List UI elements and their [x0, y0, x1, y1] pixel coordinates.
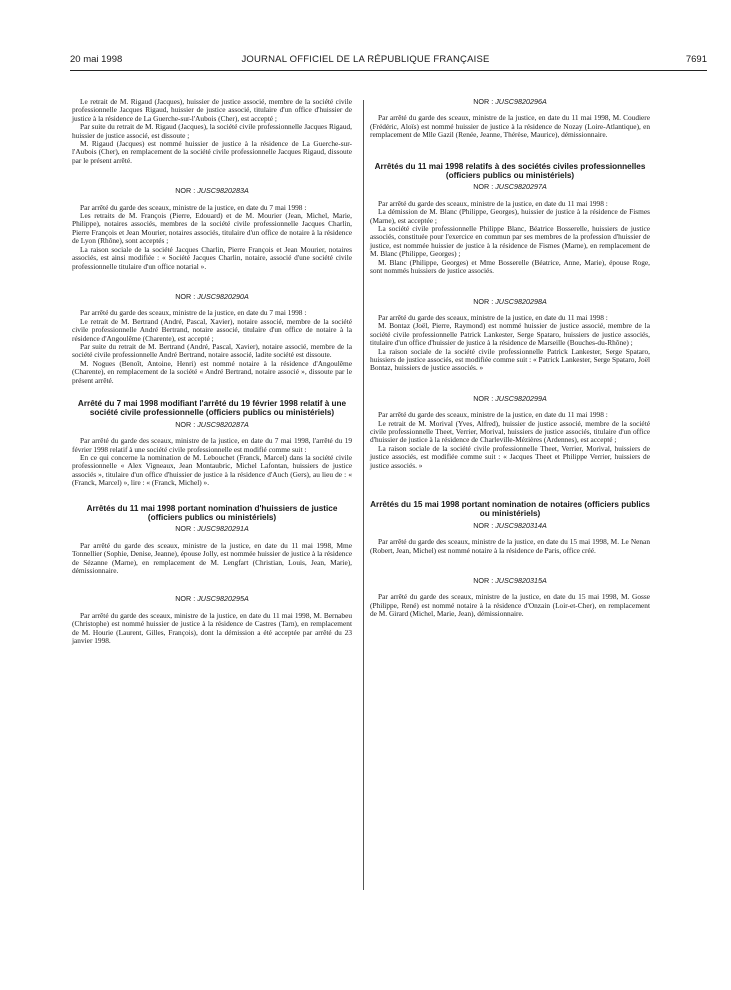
paragraph: Par arrêté du garde des sceaux, ministre de la justice, en date du 15 mai 1998, M. Gosse (Philippe, René) est nommé notaire à la résidence d'Onzain (Loir-et-Cher), en remplacement de M. Girard (Michel, Marie, Jean), démissionnaire.: [370, 592, 650, 619]
header-date: 20 mai 1998: [70, 54, 123, 65]
column-divider: [363, 100, 364, 890]
nor-code: JUSC9820314A: [495, 520, 547, 530]
nor-reference: [370, 577, 650, 585]
nor-label: NOR :: [175, 524, 196, 534]
paragraph: Par arrêté du garde des sceaux, ministre de la justice, en date du 7 mai 1998 :: [80, 202, 307, 212]
section-title: Arrêtés du 15 mai 1998 portant nomination de notaires (officiers publics ou ministériels): [370, 500, 650, 519]
paragraph: Par arrêté du garde des sceaux, ministre de la justice, en date du 11 mai 1998 :: [378, 198, 608, 208]
paragraph: La démission de M. Blanc (Philippe, Georges), huissier de justice à la résidence de Fismes (Marne), est acceptée ;: [370, 207, 650, 225]
paragraph: La société civile professionnelle Philippe Blanc, Béatrice Bosserelle, huissiers de justice associés, constituée pour l'exercice en commun par ses membres de la profession d'huissier de justice, est nommée huissier de justice à la résidence de Fismes (Marne), en remplacement de M. Blanc (Philippe, Georges) ;: [370, 224, 650, 259]
nor-code: JUSC9820296A: [495, 97, 547, 106]
page-header: [0, 54, 731, 70]
nor-reference: [72, 293, 352, 301]
paragraph: En ce qui concerne la nomination de M. Lebouchet (Franck, Marcel) dans la société civile professionnelle « Alex Vigneaux, Jean Montaubric, Michel Lafontan, huissiers de justice associés », titulaire d'un office d'huissier de justice à la résidence d'Auch (Gers), au lieu de : « (Franck, Marcel) », lire : « (Franck, Michel) ».: [72, 453, 352, 488]
nor-label: NOR :: [473, 97, 494, 106]
paragraph: Par arrêté du garde des sceaux, ministre de la justice, en date du 7 mai 1998 :: [80, 308, 307, 318]
paragraph: Par suite du retrait de M. Rigaud (Jacques), la société civile professionnelle Jacques Rigaud, huissier de justice associé, est dissoute ;: [72, 122, 352, 140]
paragraph: Par arrêté du garde des sceaux, ministre de la justice, en date du 15 mai 1998, M. Le Nenan (Robert, Jean, Michel) est nommé notaire à la résidence de Paris, office créé.: [370, 537, 650, 555]
paragraph: M. Bontaz (Joël, Pierre, Raymond) est nommé huissier de justice associé, membre de la société civile professionnelle Patrick Lankester, Serge Spataro, huissiers de justice associés, titulaire d'un office d'huissier de justice à la résidence de Marseille (Bouches-du-Rhône) ;: [370, 321, 650, 348]
paragraph: M. Rigaud (Jacques) est nommé huissier de justice à la résidence de La Guerche-sur-l'Aubois (Cher), en remplacement de la société civile professionnelle Jacques Rigaud, dissoute par le présent arrêté.: [72, 139, 352, 165]
nor-label: NOR :: [175, 594, 196, 604]
nor-code: JUSC9820283A: [197, 186, 249, 196]
paragraph: M. Blanc (Philippe, Georges) et Mme Bosserelle (Béatrice, Anne, Marie), épouse Roge, sont nommés huissiers de justice associés.: [370, 257, 650, 276]
paragraph: Par arrêté du garde des sceaux, ministre de la justice, en date du 11 mai 1998, M. Bernabeu (Christophe) est nommé huissier de justice à la résidence de Castres (Tarn), en remplacement de M. Hourie (Laurent, Gilles, François), dont la démission a été acceptée par arrêté du 23 janvier 1998.: [72, 610, 352, 646]
nor-label: NOR :: [473, 296, 494, 306]
paragraph: Le retrait de M. Rigaud (Jacques), huissier de justice associé, membre de la société civile professionnelle Jacques Rigaud, huissier de justice associé, titulaire d'un office d'huissier de justice à la résidence de La Guerche-sur-l'Aubois (Cher), est accepté ;: [72, 97, 352, 123]
paragraph: La raison sociale de la société civile professionnelle Patrick Lankester, Serge Spataro, huissiers de justice associés, est modifiée comme suit : « Patrick Lankester, Serge Spataro, Joël Bontaz, huissiers de justice associés. »: [370, 346, 650, 373]
nor-code: JUSC9820315A: [495, 576, 547, 586]
nor-code: JUSC9820291A: [197, 524, 249, 534]
paragraph: La raison sociale de la société civile professionnelle Theet, Verrier, Morival, huissiers de justice associés, est modifiée comme suit : « Jacques Theet et Philippe Verrier, huissiers de justice associés. »: [370, 443, 650, 470]
nor-reference: [370, 522, 650, 530]
nor-code: JUSC9820287A: [197, 419, 249, 429]
section-title: Arrêtés du 11 mai 1998 portant nomination d'huissiers de justice (officiers publics ou ministériels): [86, 503, 338, 523]
nor-label: NOR :: [175, 291, 196, 301]
paragraph: Par arrêté du garde des sceaux, ministre de la justice, en date du 7 mai 1998, l'arrêté du 19 février 1998 relatif à une société civile professionnelle est modifié comme suit :: [72, 436, 352, 454]
paragraph: Les retraits de M. François (Pierre, Edouard) et de M. Mourier (Jean, Michel, Marie, Philippe), notaires associés, membres de la société civile professionnelle Jacques Charlin, Pierre François et Jean Mourier, notaires associés, titulaire d'un office de notaire à la résidence de Lyon (Rhône), sont acceptés ;: [72, 211, 352, 246]
section-title: Arrêtés du 11 mai 1998 relatifs à des sociétés civiles professionnelles (officiers publics ou ministériels): [374, 161, 646, 181]
nor-label: NOR :: [473, 520, 494, 530]
nor-reference: [72, 421, 352, 429]
nor-code: JUSC9820290A: [197, 291, 249, 301]
header-rule: [70, 70, 707, 71]
nor-reference: [370, 98, 650, 106]
nor-label: NOR :: [175, 186, 196, 196]
header-journal-title: JOURNAL OFFICIEL DE LA RÉPUBLIQUE FRANÇAISE: [241, 54, 490, 65]
nor-reference: [370, 395, 650, 403]
nor-reference: [370, 183, 650, 191]
paragraph: Par arrêté du garde des sceaux, ministre de la justice, en date du 11 mai 1998 :: [378, 312, 608, 322]
paragraph: M. Nogues (Benoît, Antoine, Henri) est nommé notaire à la résidence d'Angoulême (Charente), en remplacement de la société « André Bertrand, notaire associé », dissoute par le présent arrêté.: [72, 358, 352, 385]
nor-label: NOR :: [175, 419, 196, 429]
paragraph: Par arrêté du garde des sceaux, ministre de la justice, en date du 11 mai 1998, Mme Tonnellier (Sophie, Denise, Jeanne), épouse Jolly, est nommée huissier de justice à la résidence de Sézanne (Marne), en remplacement de M. Lengfart (Christian, Louis, Jean, Marie), démissionnaire.: [72, 540, 352, 576]
section-title: Arrêté du 7 mai 1998 modifiant l'arrêté du 19 février 1998 relatif à une société civile professionnelle (officiers publics ou ministériels): [77, 398, 347, 418]
nor-reference: [72, 595, 352, 603]
header-page-number: 7691: [685, 54, 707, 65]
paragraph: Le retrait de M. Bertrand (André, Pascal, Xavier), notaire associé, membre de la société civile professionnelle André Bertrand, notaire associé, titulaire d'un office de notaire à la résidence d'Angoulême (Charente), est accepté ;: [72, 316, 352, 343]
nor-label: NOR :: [473, 393, 494, 403]
right-column: [370, 98, 650, 619]
nor-reference: [72, 525, 352, 533]
nor-label: NOR :: [473, 182, 494, 192]
nor-reference: [370, 298, 650, 306]
nor-label: NOR :: [473, 576, 494, 586]
paragraph: Par arrêté du garde des sceaux, ministre de la justice, en date du 11 mai 1998 :: [378, 410, 608, 420]
paragraph: Par suite du retrait de M. Bertrand (André, Pascal, Xavier), notaire associé, membre de la société civile professionnelle André Bertrand, notaire associé, ladite société est dissoute.: [72, 341, 352, 360]
nor-code: JUSC9820297A: [495, 182, 547, 192]
nor-code: JUSC9820298A: [495, 296, 547, 306]
nor-code: JUSC9820295A: [197, 594, 249, 604]
paragraph: La raison sociale de la société Jacques Charlin, Pierre François et Jean Mourier, notaires associés, est ainsi modifiée : « Société Jacques Charlin, notaire, associé d'une société civile professionnelle titulaire d'un office notarial ».: [72, 244, 352, 271]
left-column: [72, 98, 352, 646]
paragraph: Par arrêté du garde des sceaux, ministre de la justice, en date du 11 mai 1998, M. Coudiere (Frédéric, Aloïs) est nommé huissier de justice à la résidence de Nozay (Loire-Atlantique), en remplacement de Mlle Gazil (Renée, Jeanne, Thérèse, Maurice), démissionnaire.: [370, 113, 650, 140]
nor-reference: [72, 187, 352, 195]
nor-code: JUSC9820299A: [495, 393, 547, 403]
paragraph: Le retrait de M. Morival (Yves, Alfred), huissier de justice associé, membre de la société civile professionnelle Theet, Verrier, Morival, huissiers de justice associés, titulaire d'un office d'huissier de justice à la résidence de Charleville-Mézières (Ardennes), est accepté ;: [370, 418, 650, 445]
